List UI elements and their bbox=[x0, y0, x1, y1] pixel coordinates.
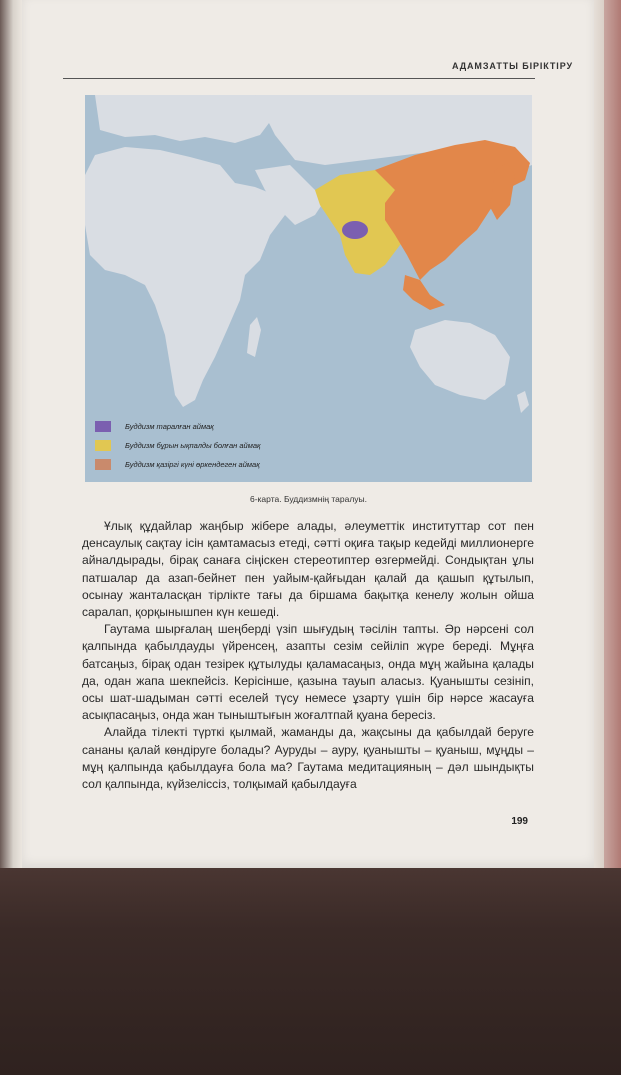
region-origin-buddhism bbox=[342, 221, 368, 239]
paragraph: Гаутама шырғалаң шеңберді үзіп шығудың тәсілін тапты. Әр нәрсені сол қалпында қабылдауды үйренсең, азапты сезім сейіліп жүре береді. Мұңға батсаңыз, бірақ одан тезірек құтылуды қаламасаңыз, онда мұң жайына қалады да, одан жапа шекпейсіз. Керісінше, қазына тауып аласыз. Қуанышты сезініп, осы шат-шадыман сәтті еселей түсу немесе ұзарту үшін бір нәрсе жасауға асықпасаңыз, онда жан тыныштығын жоғалтпай қуана бересіз. bbox=[82, 622, 534, 723]
page-number: 199 bbox=[511, 816, 528, 827]
legend-item bbox=[95, 436, 261, 455]
header-rule bbox=[63, 78, 535, 79]
legend-label: Буддизм таралған аймақ bbox=[125, 422, 214, 431]
table-surface bbox=[0, 868, 621, 1075]
legend-swatch bbox=[95, 459, 111, 470]
body-text bbox=[82, 518, 534, 793]
running-header: АДАМЗАТТЫ БІРІКТІРУ bbox=[451, 61, 573, 71]
landmass-europe bbox=[95, 95, 275, 143]
map-caption: 6-карта. Буддизмнің таралуы. bbox=[249, 494, 368, 504]
map-legend bbox=[95, 417, 261, 474]
legend-label: Буддизм бұрын ықпалды болған аймақ bbox=[125, 441, 261, 450]
legend-swatch bbox=[95, 421, 111, 432]
paragraph: Алайда тілекті түрткі қылмай, жаманды да, жақсыны да қабылдай беруге сананы қалай көндіруге болады? Ауруды – ауру, қуанышты – қуаныш, мұңды – мұң қалпында қабылдауға бола ма? Гаутама медитацияның – дәл шындықты сол қалпында, күйзеліссіз, толқымай қабылдауға bbox=[82, 725, 534, 792]
paragraph: Ұлық құдайлар жаңбыр жібере алады, әлеуметтік институттар сот пен денсаулық сақтау ісін қамтамасыз етеді, сәтті оқиға тақыр кедейді миллионерге айналдырады, бірақ санаға сіңіскен стереотиптер өзгермейді. Сондықтан ұлы патшалар да азап-бейнет пен уайым-қайғыдан қалай да қашып құтылып, осынау жанталасқан тірлікте тағы да біршама бақытқа кенелу жолын ойша саралап, қорқынышпен күн кешеді. bbox=[82, 519, 534, 620]
book-cover-edge bbox=[604, 0, 621, 868]
book-gutter bbox=[0, 0, 22, 875]
legend-label: Буддизм қазіргі күні өркендеген аймақ bbox=[125, 460, 260, 469]
legend-item bbox=[95, 455, 261, 474]
legend-swatch bbox=[95, 440, 111, 451]
legend-item bbox=[95, 417, 261, 436]
buddhism-spread-map bbox=[85, 95, 532, 482]
